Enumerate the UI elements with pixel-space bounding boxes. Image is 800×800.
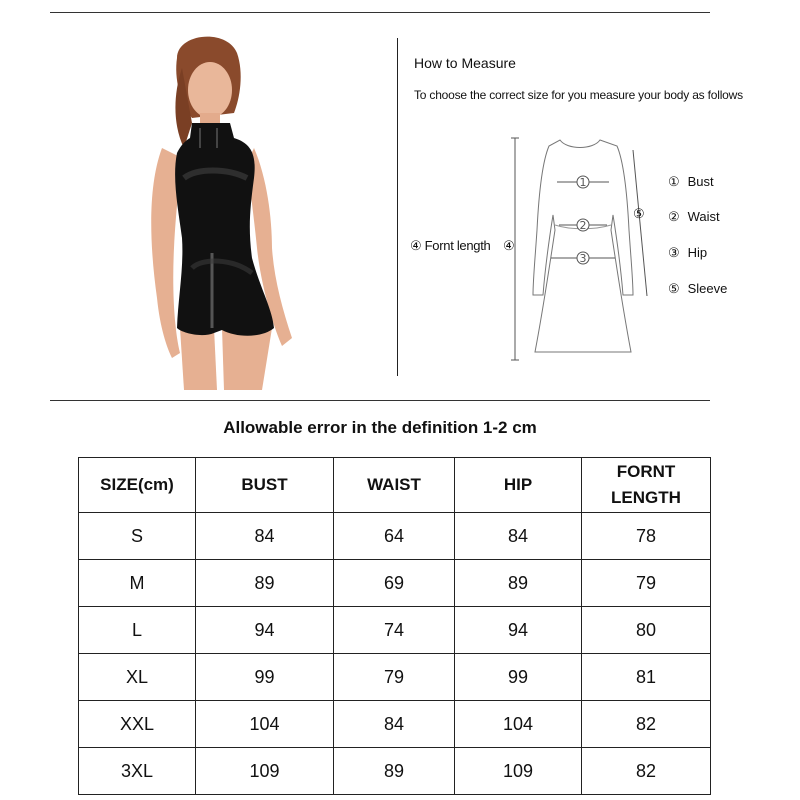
model-photo: [122, 28, 322, 390]
legend-number: ②: [668, 209, 680, 224]
column-header-hip: HIP: [455, 458, 582, 513]
legend-item-bust: [668, 174, 714, 190]
column-header-waist: WAIST: [334, 458, 455, 513]
legend-item-hip: [668, 245, 707, 261]
cell-size: M: [79, 560, 196, 607]
front-length-marker: ④: [503, 238, 515, 253]
cell-front-length: 82: [582, 748, 711, 795]
cell-front-length: 79: [582, 560, 711, 607]
cell-size: S: [79, 513, 196, 560]
cell-bust: 84: [196, 513, 334, 560]
cell-bust: 89: [196, 560, 334, 607]
svg-text:2: 2: [579, 219, 587, 232]
table-row: [79, 654, 711, 701]
legend-label: Bust: [687, 174, 714, 189]
cell-hip: 109: [455, 748, 582, 795]
table-row: [79, 701, 711, 748]
cell-size: XXL: [79, 701, 196, 748]
cell-size: XL: [79, 654, 196, 701]
table-header-row: [79, 458, 711, 513]
table-row: [79, 748, 711, 795]
how-to-measure-title: How to Measure: [414, 55, 516, 71]
how-to-measure-subtitle: To choose the correct size for you measure your body as follows: [414, 88, 743, 102]
cell-size: L: [79, 607, 196, 654]
section-divider: [50, 400, 710, 401]
cell-waist: 89: [334, 748, 455, 795]
cell-waist: 79: [334, 654, 455, 701]
cell-front-length: 80: [582, 607, 711, 654]
tolerance-heading: Allowable error in the definition 1-2 cm: [223, 418, 537, 437]
cell-hip: 99: [455, 654, 582, 701]
table-row: [79, 560, 711, 607]
cell-waist: 84: [334, 701, 455, 748]
dress-measure-diagram: [505, 130, 655, 370]
cell-bust: 109: [196, 748, 334, 795]
legend-number: ③: [668, 245, 680, 260]
column-header-size: SIZE(cm): [79, 458, 196, 513]
svg-text:1: 1: [579, 176, 587, 189]
cell-hip: 104: [455, 701, 582, 748]
legend-item-sleeve: [668, 281, 727, 297]
column-header-bust: BUST: [196, 458, 334, 513]
cell-waist: 64: [334, 513, 455, 560]
cell-front-length: 78: [582, 513, 711, 560]
legend-label: Hip: [687, 245, 708, 260]
table-row: [79, 607, 711, 654]
panel-divider: [397, 38, 398, 376]
cell-waist: 74: [334, 607, 455, 654]
legend-item-waist: [668, 209, 720, 225]
cell-bust: 99: [196, 654, 334, 701]
svg-text:3: 3: [579, 252, 587, 265]
cell-hip: 89: [455, 560, 582, 607]
front-length-label: ④ Fornt length: [410, 238, 491, 253]
cell-front-length: 82: [582, 701, 711, 748]
cell-bust: 104: [196, 701, 334, 748]
cell-waist: 69: [334, 560, 455, 607]
legend-number: ①: [668, 174, 680, 189]
cell-size: 3XL: [79, 748, 196, 795]
legend-number: ⑤: [668, 281, 680, 296]
cell-hip: 94: [455, 607, 582, 654]
legend-label: Sleeve: [687, 281, 728, 296]
top-divider: [50, 12, 710, 13]
table-row: [79, 513, 711, 560]
sleeve-marker: ⑤: [633, 206, 645, 221]
cell-bust: 94: [196, 607, 334, 654]
cell-hip: 84: [455, 513, 582, 560]
cell-front-length: 81: [582, 654, 711, 701]
legend-label: Waist: [687, 209, 720, 224]
column-header-front-length: FORNT LENGTH: [582, 458, 711, 513]
size-chart-table: [78, 457, 711, 795]
